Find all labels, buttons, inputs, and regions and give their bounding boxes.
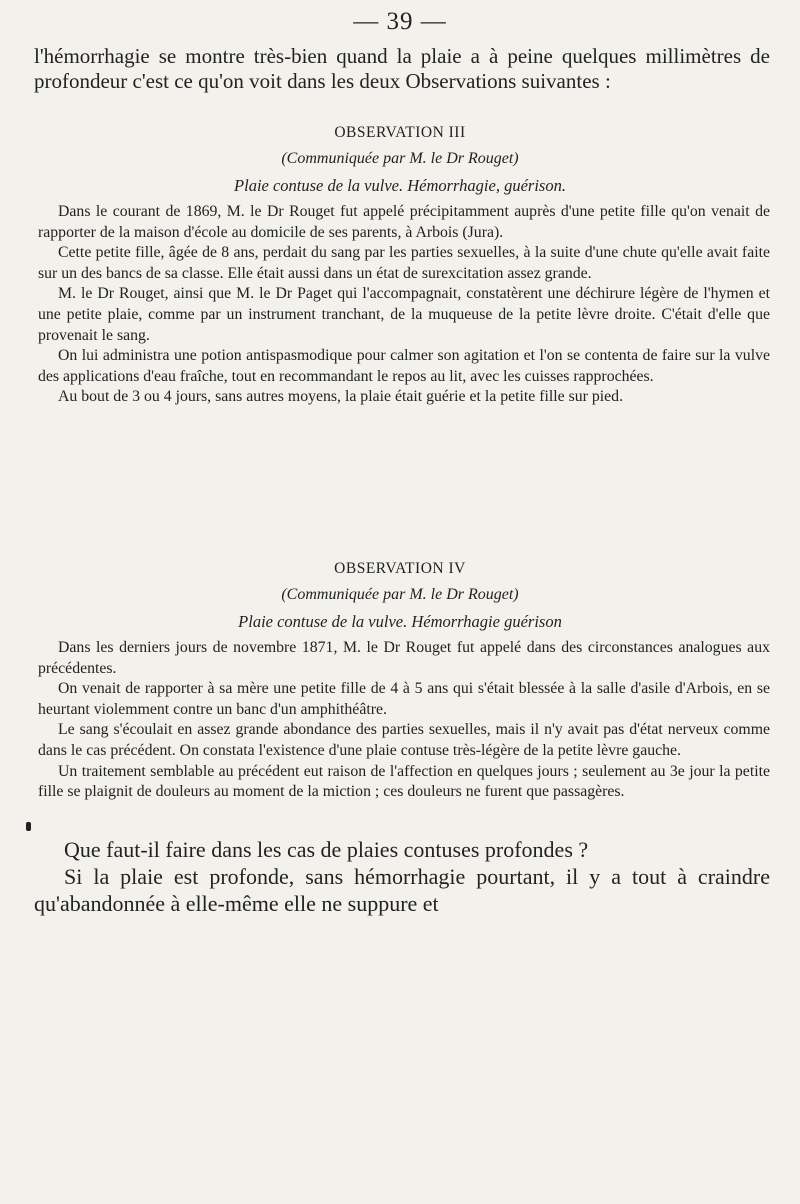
observation-4-paragraph: Dans les derniers jours de novembre 1871, M. le Dr Rouget fut appelé dans des circonstances analogues aux précédentes.: [38, 639, 770, 677]
observation-4-subject: Plaie contuse de la vulve. Hémorrhagie guérison: [238, 612, 562, 631]
closing-paragraph: Si la plaie est profonde, sans hémorrhagie pourtant, il y a tout à craindre qu'abandonnée à elle-même elle ne suppure et: [34, 864, 770, 916]
closing-text: [34, 836, 770, 917]
observation-3-title: OBSERVATION III: [334, 124, 466, 141]
intro-paragraph: l'hémorrhagie se montre très-bien quand la plaie a à peine quelques millimètres de profondeur c'est ce qu'on voit dans les deux Observations suivantes :: [34, 44, 770, 93]
observation-4-communication: (Communiquée par M. le Dr Rouget): [281, 586, 519, 603]
observation-4-body: [38, 638, 770, 803]
page-number: — 39 —: [353, 8, 447, 35]
margin-ink-mark: [26, 822, 31, 831]
observation-3-paragraph: Dans le courant de 1869, M. le Dr Rouget fut appelé précipitamment auprès d'une petite fille qu'on venait de rapporter de la maison d'école au domicile de ses parents, à Arbois (Jura).: [38, 203, 770, 241]
observation-3-paragraph: On lui administra une potion antispasmodique pour calmer son agitation et l'on se contenta de faire sur la vulve des applications d'eau fraîche, tout en recommandant le repos au lit, avec les cuisses rapprochées.: [38, 347, 770, 385]
observation-3-subject: Plaie contuse de la vulve. Hémorrhagie, guérison.: [234, 176, 566, 195]
observation-4-paragraph: Le sang s'écoulait en assez grande abondance des parties sexuelles, mais il n'y avait pas d'état nerveux comme dans le cas précédent. On constata l'existence d'une plaie contuse très-légère de la petite lèvre gauche.: [38, 721, 770, 759]
observation-4-paragraph: On venait de rapporter à sa mère une petite fille de 4 à 5 ans qui s'était blessée à la salle d'asile d'Arbois, en se heurtant violemment contre un banc d'un amphithéâtre.: [38, 680, 770, 718]
observation-4-title: OBSERVATION IV: [334, 560, 466, 577]
observation-4-paragraph: Un traitement semblable au précédent eut raison de l'affection en quelques jours ; seulement au 3e jour la petite fille se plaignit de douleurs au moment de la miction ; ces douleurs ne furent que passagères.: [38, 762, 770, 801]
observation-3-paragraph: Cette petite fille, âgée de 8 ans, perdait du sang par les parties sexuelles, à la suite d'une chute qu'elle avait faite sur un des bancs de sa classe. Elle était aussi dans un état de surexcitation assez grande.: [38, 244, 770, 282]
observation-3-communication: (Communiquée par M. le Dr Rouget): [281, 150, 519, 167]
observation-3-paragraph: M. le Dr Rouget, ainsi que M. le Dr Paget qui l'accompagnait, constatèrent une déchirure légère de l'hymen et une petite plaie, comme par un instrument tranchant, de la muqueuse de la petite lèvre droite. C'était d'elle que provenait le sang.: [38, 285, 770, 344]
closing-question: Que faut-il faire dans les cas de plaies contuses profondes ?: [64, 837, 589, 862]
observation-3-body: [38, 202, 770, 408]
observation-3-paragraph: Au bout de 3 ou 4 jours, sans autres moyens, la plaie était guérie et la petite fille sur pied.: [58, 388, 624, 406]
